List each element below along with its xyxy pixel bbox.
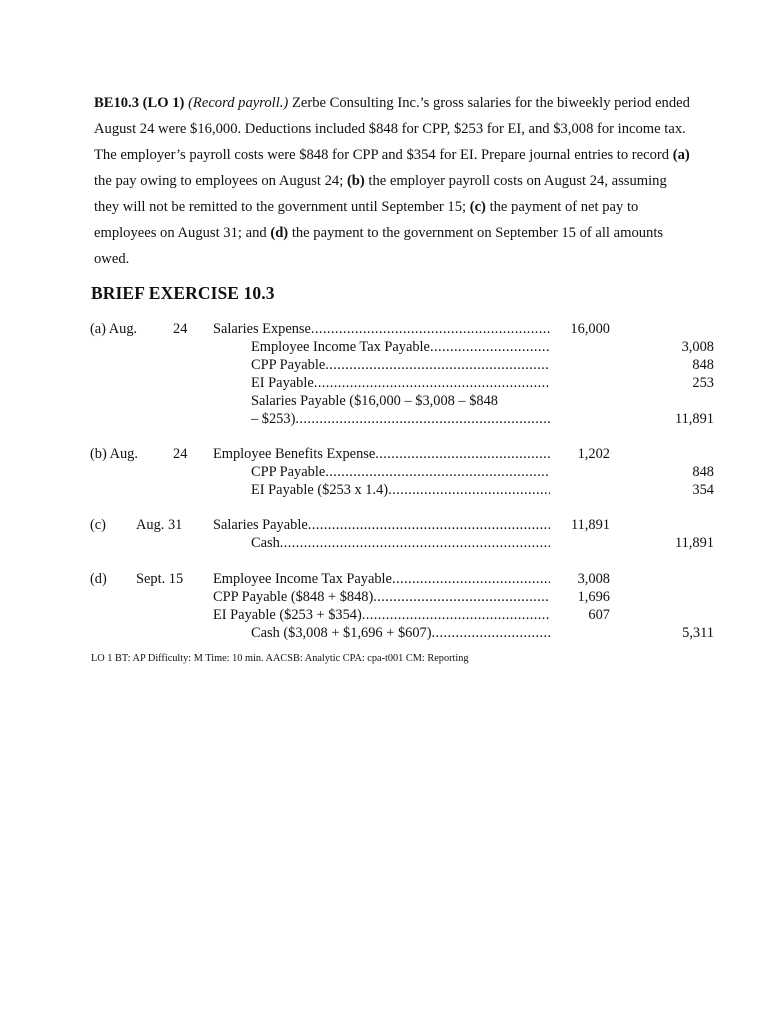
entry-c-date: Aug. 31 <box>136 517 183 533</box>
entry-d-debit: 607 <box>588 607 610 623</box>
entry-d-account: CPP Payable ($848 + $848) ..... <box>213 588 550 606</box>
entry-c-debit: 11,891 <box>570 517 610 533</box>
entry-d-credit: 5,311 <box>682 625 714 641</box>
entry-b-label: (b) Aug. <box>90 446 138 462</box>
part-b-text: the employer payroll costs on August 24, assuming they will not be remitted to the government until September 15; <box>94 173 667 215</box>
entry-c-label: (c) <box>90 517 106 533</box>
entry-c-account: Cash ..... <box>251 534 550 552</box>
metadata-footer: LO 1 BT: AP Difficulty: M Time: 10 min. AACSB: Analytic CPA: cpa-t001 CM: Reporting <box>91 653 469 664</box>
entry-a-account: Employee Income Tax Payable ..... <box>251 338 550 356</box>
entry-d-label: (d) <box>90 571 107 587</box>
entry-d-account: Cash ($3,008 + $1,696 + $607) ..... <box>251 624 550 642</box>
entry-a-credit: 253 <box>692 375 714 391</box>
section-heading: BRIEF EXERCISE 10.3 <box>91 283 275 303</box>
part-a-text: the pay owing to employees on August 24; <box>94 173 347 189</box>
entry-b-credit: 848 <box>692 464 714 480</box>
part-d-marker: (d) <box>270 225 289 241</box>
part-c-text: the payment of net pay to employees on August 31; and <box>94 199 639 241</box>
entry-b-credit: 354 <box>692 482 714 498</box>
part-d-text: the payment to the government on September 15 of all amounts owed. <box>94 225 664 267</box>
entry-b-account: EI Payable ($253 x 1.4) ..... <box>251 481 550 499</box>
entry-b-account: Employee Benefits Expense ..... <box>213 445 550 463</box>
entry-a-account: Salaries Expense ..... <box>213 320 550 338</box>
part-a-marker: (a) <box>672 147 690 163</box>
entry-b-day: 24 <box>173 446 188 462</box>
entry-a-label: (a) Aug. <box>90 321 138 337</box>
entry-a-account: EI Payable ..... <box>251 374 550 392</box>
entry-c-account: Salaries Payable ..... <box>213 516 550 534</box>
part-c-marker: (c) <box>469 199 486 215</box>
entry-c-credit: 11,891 <box>674 535 714 551</box>
problem-text-1: Zerbe Consulting Inc.’s gross salaries for the biweekly period ended August 24 were $16,000. Deductions included $848 for CPP, $253 for EI, and $3,008 for income tax. The employer’s payroll costs were $848 for CPP and $354 for EI. Prepare journal entries to record <box>94 95 690 163</box>
problem-topic: (Record payroll.) <box>188 95 289 111</box>
entry-a-account: – $253) ..... <box>251 410 550 428</box>
problem-code: BE10.3 (LO 1) <box>94 95 185 111</box>
entry-a-account: Salaries Payable ($16,000 – $3,008 – $848 <box>251 393 499 409</box>
entry-d-account: Employee Income Tax Payable ..... <box>213 570 550 588</box>
entry-b-account: CPP Payable ..... <box>251 463 550 481</box>
entry-a-debit: 16,000 <box>570 321 610 337</box>
problem-statement <box>94 90 694 272</box>
entry-d-debit: 1,696 <box>577 589 610 605</box>
entry-a-credit: 3,008 <box>681 339 714 355</box>
entry-a-credit: 848 <box>692 357 714 373</box>
entry-b-debit: 1,202 <box>577 446 610 462</box>
entry-a-credit: 11,891 <box>674 411 714 427</box>
entry-a-account: CPP Payable ..... <box>251 356 550 374</box>
entry-d-debit: 3,008 <box>577 571 610 587</box>
entry-d-account: EI Payable ($253 + $354) ..... <box>213 606 550 624</box>
entry-a-day: 24 <box>173 321 188 337</box>
part-b-marker: (b) <box>346 173 365 189</box>
entry-d-date: Sept. 15 <box>136 571 184 587</box>
